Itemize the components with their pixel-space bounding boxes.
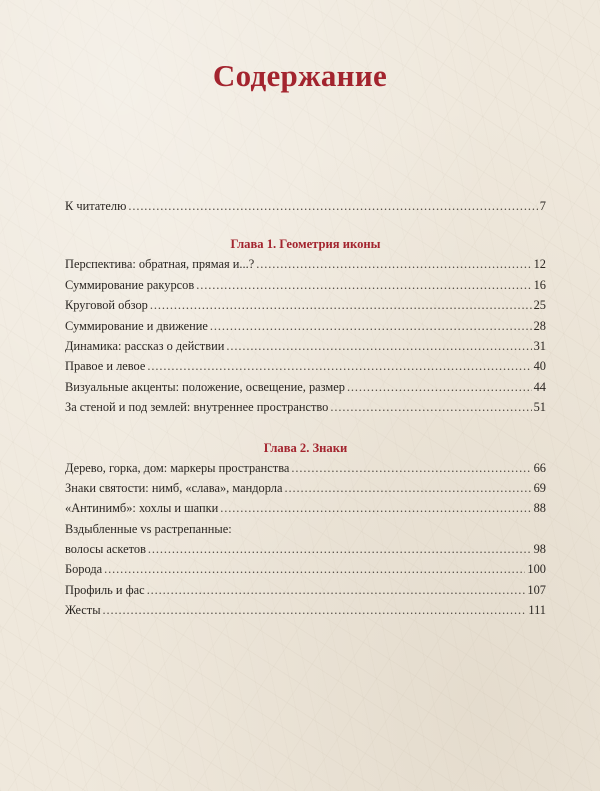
toc-entry[interactable] bbox=[65, 559, 546, 579]
dot-leader bbox=[150, 295, 532, 315]
toc-entry-label: «Антинимб»: хохлы и шапки bbox=[65, 501, 219, 516]
toc-entry-label: За стеной и под землей: внутреннее пространство bbox=[65, 400, 329, 415]
dot-leader bbox=[103, 600, 527, 620]
toc-entry-page: 69 bbox=[533, 480, 546, 495]
toc-entry-label: Визуальные акценты: положение, освещение, размер bbox=[65, 379, 345, 394]
toc-entry-page: 40 bbox=[533, 359, 546, 374]
dot-leader bbox=[330, 397, 531, 417]
toc-entry-page: 28 bbox=[533, 318, 546, 333]
dot-leader bbox=[147, 356, 531, 376]
dot-leader bbox=[148, 539, 532, 559]
toc-entry-page: 12 bbox=[533, 257, 546, 272]
toc-entry[interactable] bbox=[65, 397, 546, 417]
chapter-heading: Глава 1. Геометрия иконы bbox=[230, 237, 381, 252]
chapter-1-list bbox=[65, 254, 546, 417]
toc-entry-page: 31 bbox=[533, 338, 546, 353]
dot-leader bbox=[256, 254, 531, 274]
toc-entry[interactable] bbox=[65, 356, 546, 376]
toc-entry[interactable] bbox=[65, 539, 546, 559]
toc-entry-label: Жесты bbox=[65, 603, 101, 618]
toc-entry-page: 7 bbox=[539, 199, 546, 213]
toc-entry-label: Борода bbox=[65, 562, 103, 577]
toc-entry-label: волосы аскетов bbox=[65, 542, 146, 557]
toc-entry[interactable] bbox=[65, 295, 546, 315]
toc-entry[interactable] bbox=[65, 377, 546, 397]
dot-leader bbox=[147, 580, 526, 600]
toc-entry-label: Суммирование и движение bbox=[65, 318, 208, 333]
toc-entry-label: Перспектива: обратная, прямая и...? bbox=[65, 257, 255, 272]
toc-entry[interactable] bbox=[65, 275, 546, 295]
table-of-contents bbox=[65, 196, 546, 621]
dot-leader bbox=[220, 498, 531, 518]
toc-entry[interactable] bbox=[65, 316, 546, 336]
spacer bbox=[65, 216, 546, 234]
toc-entry-page: 88 bbox=[533, 501, 546, 516]
toc-entry-label: Профиль и фас bbox=[65, 582, 145, 597]
spacer bbox=[65, 418, 546, 438]
toc-entry-line bbox=[65, 519, 546, 539]
page-title: Содержание bbox=[212, 58, 388, 93]
toc-entry-page: 51 bbox=[533, 400, 546, 415]
toc-entry-label: Правое и левое bbox=[65, 359, 146, 374]
toc-entry-label: Круговой обзор bbox=[65, 298, 148, 313]
toc-entry-page: 66 bbox=[533, 460, 546, 475]
toc-entry-label: Знаки святости: нимб, «слава», мандорла bbox=[65, 480, 283, 495]
dot-leader bbox=[196, 275, 531, 295]
toc-entry-page: 25 bbox=[533, 298, 546, 313]
chapter-2-list bbox=[65, 458, 546, 621]
dot-leader bbox=[128, 196, 537, 216]
toc-entry-page: 107 bbox=[527, 582, 546, 597]
toc-entry-page: 98 bbox=[533, 542, 546, 557]
dot-leader bbox=[226, 336, 531, 356]
toc-entry[interactable] bbox=[65, 458, 546, 478]
toc-entry[interactable] bbox=[65, 600, 546, 620]
toc-entry-page: 44 bbox=[533, 379, 546, 394]
dot-leader bbox=[291, 458, 531, 478]
toc-entry-intro[interactable] bbox=[65, 196, 546, 216]
dot-leader bbox=[284, 478, 531, 498]
chapter-heading: Глава 2. Знаки bbox=[263, 440, 348, 455]
toc-entry-label: Дерево, горка, дом: маркеры пространства bbox=[65, 460, 290, 475]
toc-entry-page: 111 bbox=[528, 603, 546, 618]
toc-entry-page: 16 bbox=[533, 277, 546, 292]
dot-leader bbox=[104, 559, 525, 579]
toc-entry[interactable] bbox=[65, 254, 546, 274]
dot-leader bbox=[347, 377, 532, 397]
toc-entry-label: Динамика: рассказ о действии bbox=[65, 338, 225, 353]
toc-entry[interactable] bbox=[65, 336, 546, 356]
toc-entry-page: 100 bbox=[527, 562, 546, 577]
toc-entry-label: К читателю bbox=[65, 199, 127, 213]
toc-entry[interactable] bbox=[65, 580, 546, 600]
toc-entry[interactable] bbox=[65, 478, 546, 498]
toc-entry[interactable] bbox=[65, 498, 546, 518]
toc-entry-label: Суммирование ракурсов bbox=[65, 277, 195, 292]
toc-entry-label: Вздыбленные vs растрепанные: bbox=[65, 521, 232, 536]
dot-leader bbox=[210, 316, 532, 336]
